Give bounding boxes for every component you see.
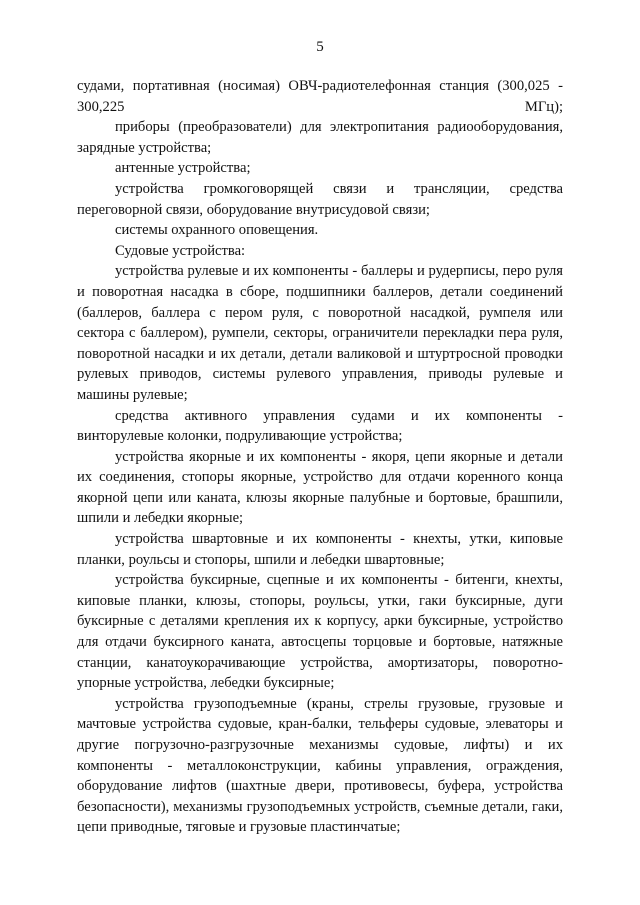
paragraph-security-alert: системы охранного оповещения. <box>115 222 319 239</box>
paragraph-loudspeaker: устройства громкоговорящей связи и трансляции, средства переговорной связи, оборудование внутрисудовой связи; <box>77 180 563 218</box>
paragraph-mooring-gear: устройства швартовные и их компоненты - кнехты, утки, киповые планки, роульсы и стопоры, шпили и лебедки швартовные; <box>77 531 563 568</box>
paragraph-power-supply: приборы (преобразователи) для электропитания радиооборудования, зарядные устройства; <box>77 119 563 156</box>
paragraph-continuation: судами, портативная (носимая) ОВЧ-радиотелефонная станция (300,025 - 300,225 МГц); <box>77 78 563 115</box>
page-number: 5 <box>316 39 324 55</box>
paragraph-ship-devices-heading: Судовые устройства: <box>115 242 246 259</box>
paragraph-anchor-gear: устройства якорные и их компоненты - якоря, цепи якорные и детали их соединения, стопоры якорные, устройство для отдачи коренного конца якорной цепи или каната, клюзы якорные палубные и бортовые, брашпили, шпили и лебедки якорные; <box>77 448 563 527</box>
paragraph-active-control: средства активного управления судами и их компоненты - винторулевые колонки, подруливающие устройства; <box>77 407 563 445</box>
paragraph-antennas: антенные устройства; <box>115 160 251 177</box>
paragraph-lifting-gear: устройства грузоподъемные (краны, стрелы грузовые, грузовые и мачтовые устройства судовые, кран-балки, тельферы судовые, элеваторы и другие погрузочно-разгрузочные механизмы судовые, лифты) и их компоненты - металлоконструкции, кабины управления, ограждения, оборудование лифтов (шахтные двери, противовесы, буфера, устройства безопасности), механизмы грузоподъемных устройств, съемные детали, гаки, цепи приводные, тяговые и грузовые пластинчатые; <box>77 695 563 836</box>
paragraph-steering-gear: устройства рулевые и их компоненты - баллеры и рудерписы, перо руля и поворотная насадка в сборе, подшипники баллеров, детали соединений (баллеров, баллера с пером руля, с поворотной насадкой, румпеля или сектора с баллером), румпели, секторы, ограничители перекладки пера руля, поворотной насадки и их детали, детали валиковой и штуртросной проводки рулевых приводов, системы рулевого управления, приводы рулевые и машины рулевые; <box>77 263 563 403</box>
paragraph-towing-gear: устройства буксирные, сцепные и их компоненты - битенги, кнехты, киповые планки, клюзы, стопоры, роульсы, утки, гаки буксирные, дуги буксирные с деталями крепления их к корпусу, арки буксирные, устройство для отдачи буксирного каната, автосцепы торцовые и бортовые, натяжные станции, канатоукорачивающие устройства, амортизаторы, поворотно-упорные устройства, лебедки буксирные; <box>77 572 563 692</box>
document-body <box>77 76 563 838</box>
